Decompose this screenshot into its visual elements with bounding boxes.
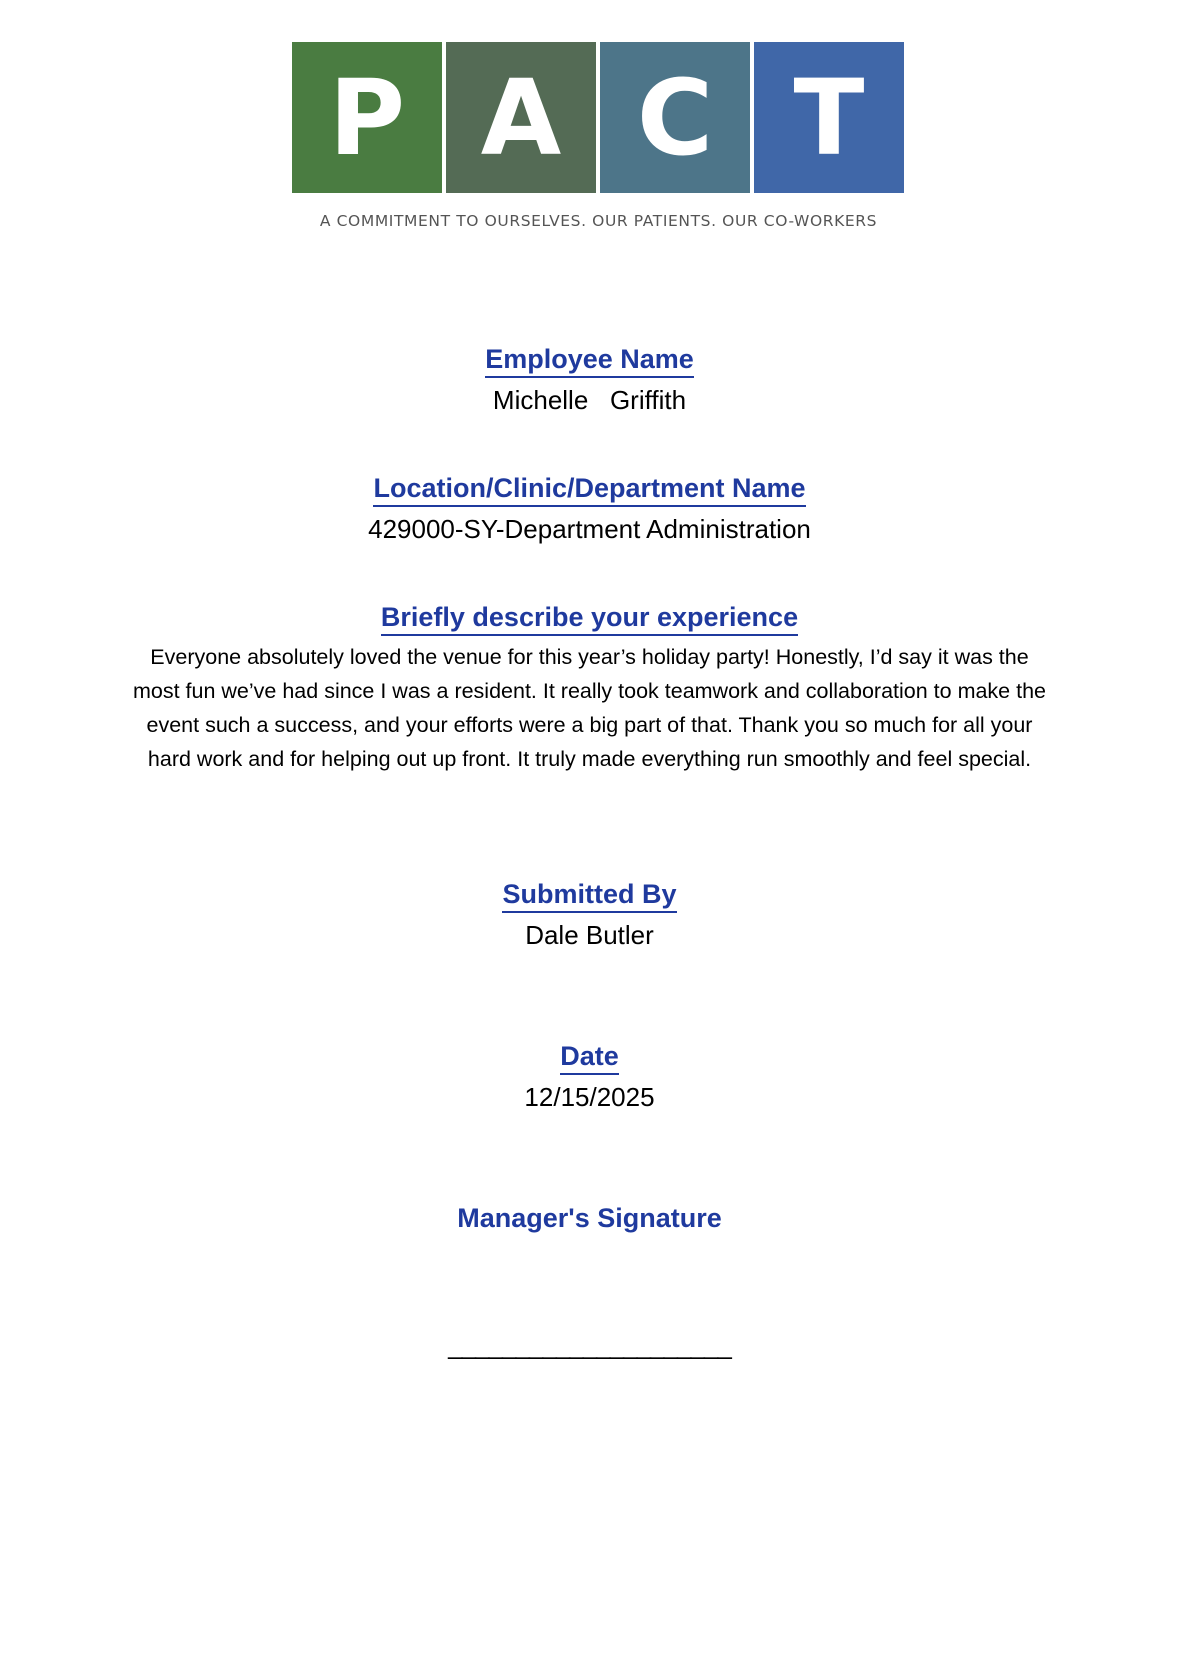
location-label: Location/Clinic/Department Name <box>373 471 805 507</box>
experience-section <box>0 600 1179 776</box>
employee-name-value: Michelle Griffith <box>492 385 687 415</box>
logo-tile-p: P <box>292 42 442 193</box>
logo-tile-t: T <box>754 42 904 193</box>
experience-label: Briefly describe your experience <box>381 600 798 636</box>
submitted-by-label: Submitted By <box>502 877 676 913</box>
logo-tagline: A COMMITMENT TO OURSELVES. OUR PATIENTS. OUR CO-WORKERS <box>319 212 878 230</box>
location-value: 429000-SY-Department Administration <box>368 514 811 544</box>
submitted-by-value: Dale Butler <box>525 920 654 950</box>
date-label: Date <box>560 1039 619 1075</box>
logo-tile-a: A <box>446 42 596 193</box>
submitted-by-section <box>0 877 1179 953</box>
signature-line: _____________________ <box>448 1330 731 1360</box>
employee-name-section <box>0 342 1179 418</box>
employee-name-label: Employee Name <box>485 342 694 378</box>
location-section <box>0 471 1179 547</box>
signature-label: Manager's Signature <box>457 1203 722 1233</box>
date-value: 12/15/2025 <box>524 1082 655 1112</box>
signature-section <box>0 1201 1179 1235</box>
logo-tiles <box>292 42 905 193</box>
experience-text: Everyone absolutely loved the venue for this year’s holiday party! Honestly, I’d say it was the most fun we’ve had since I was a resident. It really took teamwork and collaboration to make the event such a success, and your efforts were a big part of that. Thank you so much for all your hard work and for helping out up front. It truly made everything run smoothly and feel special. <box>132 645 1046 771</box>
pact-logo <box>292 42 905 234</box>
logo-tile-c: C <box>600 42 750 193</box>
date-section <box>0 1039 1179 1115</box>
